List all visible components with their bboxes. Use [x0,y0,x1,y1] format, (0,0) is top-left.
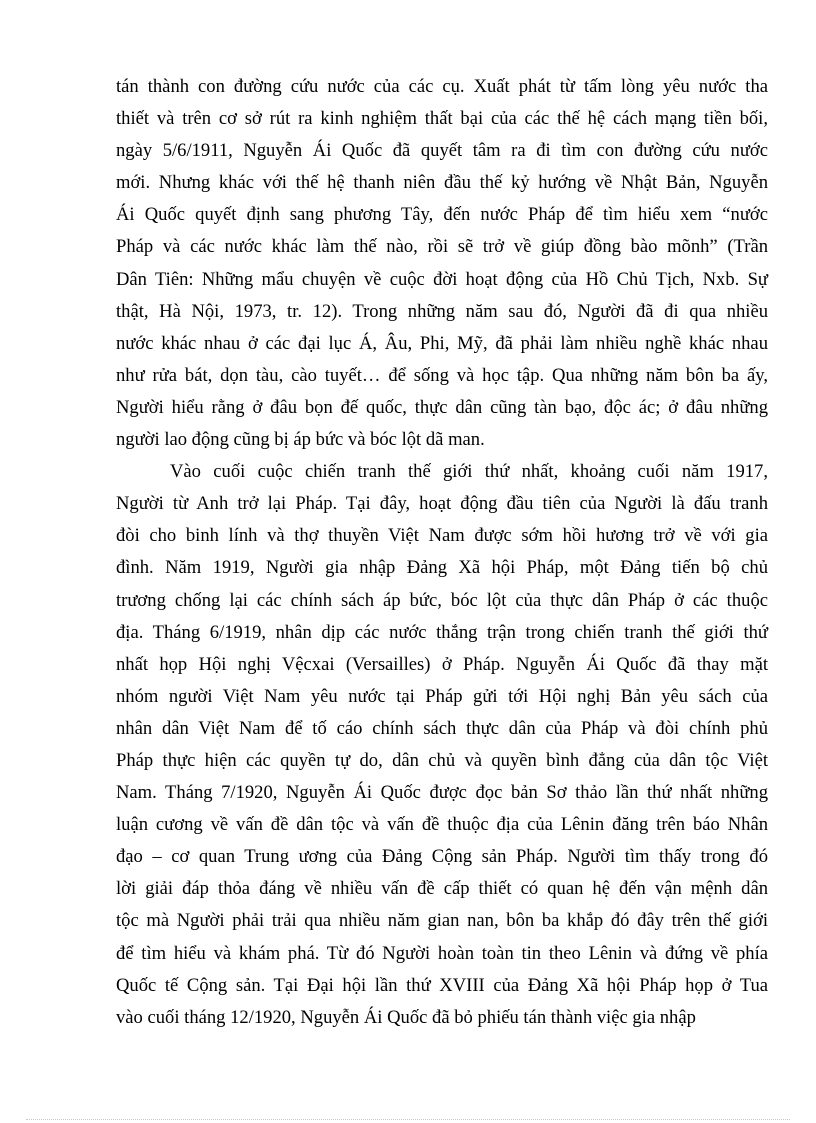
text-line: nhất họp Hội nghị Vệcxai (Versailles) ở Pháp. Nguyễn Ái Quốc đã thay mặt [116,653,768,675]
paragraph-1 [116,71,768,456]
text-line: ngày 5/6/1911, Nguyễn Ái Quốc đã quyết tâm ra đi tìm con đường cứu nước [116,140,768,162]
text-line: đòi cho binh lính và thợ thuyền Việt Nam được sớm hồi hương trở về với gia [116,525,768,547]
text-line: địa. Tháng 6/1919, nhân dịp các nước thắng trận trong chiến tranh thế giới thứ [116,621,768,643]
text-line: Người từ Anh trở lại Pháp. Tại đây, hoạt động đầu tiên của Người là đấu tranh [116,493,768,515]
text-line: Ái Quốc quyết định sang phương Tây, đến nước Pháp để tìm hiểu xem “nước [116,204,768,226]
text-line: vào cuối tháng 12/1920, Nguyễn Ái Quốc đã bỏ phiếu tán thành việc gia nhập [116,1006,696,1028]
text-line: nước khác nhau ở các đại lục Á, Âu, Phi, Mỹ, đã phải làm nhiều nghề khác nhau [116,332,768,354]
text-line: thật, Hà Nội, 1973, tr. 12). Trong những năm sau đó, Người đã đi qua nhiều [116,300,768,322]
text-line: Dân Tiên: Những mẩu chuyện về cuộc đời hoạt động của Hồ Chủ Tịch, Nxb. Sự [116,268,768,290]
text-line: Người hiểu rằng ở đâu bọn đế quốc, thực dân cũng tàn bạo, độc ác; ở đâu những [116,396,768,418]
text-line: đình. Năm 1919, Người gia nhập Đảng Xã hội Pháp, một Đảng tiến bộ chủ [116,557,768,579]
text-line: người lao động cũng bị áp bức và bóc lột dã man. [116,429,485,451]
text-line: nhóm người Việt Nam yêu nước tại Pháp gửi tới Hội nghị Bản yêu sách của [116,685,768,707]
text-line: mới. Nhưng khác với thế hệ thanh niên đầu thế kỷ hướng về Nhật Bản, Nguyễn [116,172,768,194]
text-line: lời giải đáp thỏa đáng về nhiều vấn đề cấp thiết có quan hệ đến vận mệnh dân [116,878,768,900]
page-bottom-divider [26,1119,790,1120]
text-line: Vào cuối cuộc chiến tranh thế giới thứ nhất, khoảng cuối năm 1917, [170,461,768,483]
text-line: Nam. Tháng 7/1920, Nguyễn Ái Quốc được đọc bản Sơ thảo lần thứ nhất những [116,782,768,804]
text-line: tộc mà Người phải trải qua nhiều năm gian nan, bôn ba khắp đó đây trên thế giới [116,910,768,932]
text-line: nhân dân Việt Nam để tố cáo chính sách thực dân của Pháp và đòi chính phủ [116,717,768,739]
text-line: Pháp thực hiện các quyền tự do, dân chủ và quyền bình đẳng của dân tộc Việt [116,749,768,771]
text-line: trương chống lại các chính sách áp bức, bóc lột của thực dân Pháp ở các thuộc [116,589,768,611]
text-line: thiết và trên cơ sở rút ra kinh nghiệm thất bại của các thế hệ cách mạng tiền bối, [116,108,768,130]
text-line: để tìm hiểu và khám phá. Từ đó Người hoàn toàn tin theo Lênin và đứng về phía [116,942,768,964]
text-line: tán thành con đường cứu nước của các cụ. Xuất phát từ tấm lòng yêu nước tha [116,76,768,97]
text-line: đạo – cơ quan Trung ương của Đảng Cộng sản Pháp. Người tìm thấy trong đó [116,846,768,868]
body-text [116,71,768,1034]
text-line: luận cương về vấn đề dân tộc và vấn đề thuộc địa của Lênin đăng trên báo Nhân [116,814,768,836]
text-line: như rửa bát, dọn tàu, cào tuyết… để sống và học tập. Qua những năm bôn ba ấy, [116,364,768,386]
text-line: Quốc tế Cộng sản. Tại Đại hội lần thứ XVIII của Đảng Xã hội Pháp họp ở Tua [116,974,768,996]
text-line: Pháp và các nước khác làm thế nào, rồi sẽ trở về giúp đồng bào mõnh” (Trần [116,236,768,258]
paragraph-2 [116,456,768,1034]
